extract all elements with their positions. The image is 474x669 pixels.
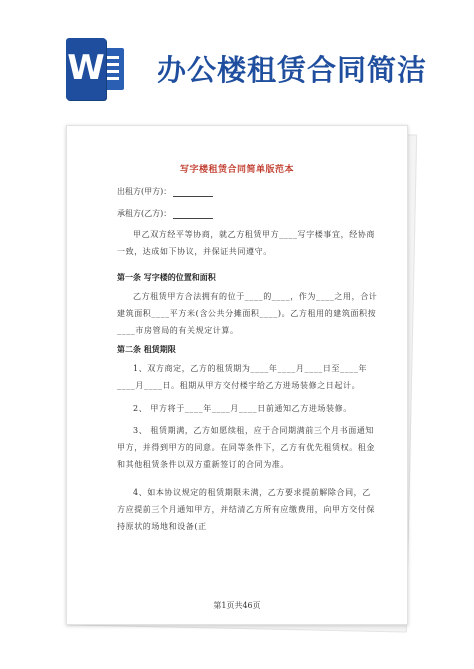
banner-title: 办公楼租赁合同简洁 (157, 53, 428, 87)
lessor-label: 出租方(甲方)： (117, 187, 172, 196)
banner (0, 0, 474, 120)
clause-2: 2、 甲方将于____年____月____日前通知乙方进场装修。 (133, 404, 352, 413)
clause-1: 1、双方商定，乙方的租赁期为____年____月____日至____年____月____日。租期从甲方交付楼宇给乙方进场装修之日起计。 (117, 364, 368, 390)
article-2-heading: 第二条 租赁期限 (117, 344, 176, 354)
clause-3: 3、 租赁期满，乙方如愿续租，应于合同期满前三个月书面通知甲方，并得到甲方的同意。在同等条件下，乙方有优先租赁权。租金和其他租赁条件以双方重新签订的合同为准。 (117, 426, 375, 469)
document-page (66, 125, 408, 625)
lessee-field (117, 208, 213, 219)
document-preview[interactable] (66, 125, 408, 625)
intro-paragraph: 甲乙双方经平等协商，就乙方租赁甲方____写字楼事宜，经协商一致，达成如下协议，并保证共同遵守。 (117, 230, 375, 256)
lessor-field (117, 186, 213, 197)
article-1-paragraph: 乙方租赁甲方合法拥有的位于____的____，作为____之用，合计建筑面积____平方米(含公共分摊面积____)。乙方租用的建筑面积按____市房管局的有关规定计算。 (117, 292, 378, 335)
clause-4: 4、如本协议规定的租赁期限未满，乙方要求提前解除合同，乙方应提前三个月通知甲方，并结清乙方所有应缴费用，向甲方交付保持原状的场地和设备(正 (117, 488, 375, 531)
word-letter: W (67, 48, 105, 88)
lessee-blank (173, 210, 213, 219)
document-title: 写字楼租赁合同简单版范本 (179, 165, 294, 175)
article-1-heading: 第一条 写字楼的位置和面积 (117, 272, 216, 282)
lessee-label: 承租方(乙方)： (117, 209, 172, 218)
lessor-blank (173, 188, 213, 197)
page-number: 第1页共46页 (213, 601, 261, 610)
word-document-icon (66, 38, 128, 100)
